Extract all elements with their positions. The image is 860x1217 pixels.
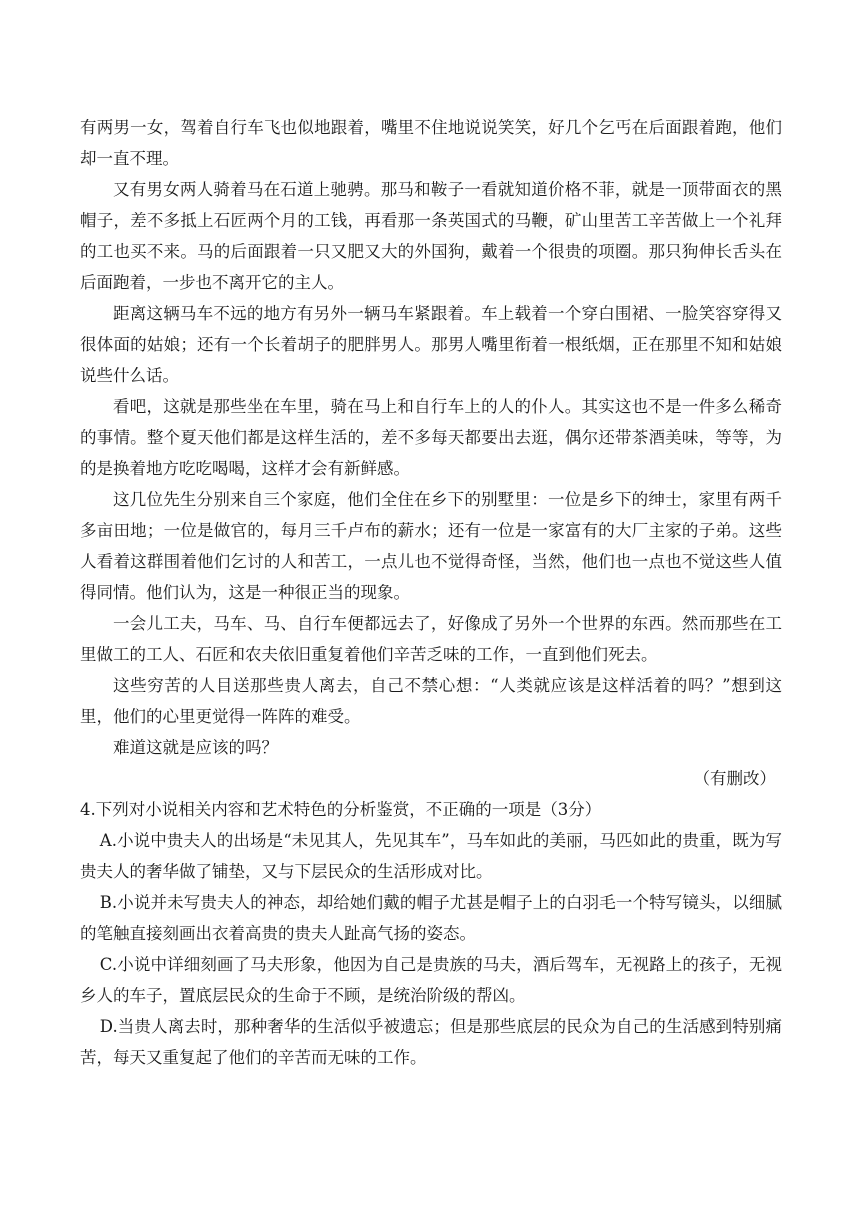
question-stem: 4.下列对小说相关内容和艺术特色的分析鉴赏，不正确的一项是（3分） <box>80 800 602 819</box>
passage-paragraph: 这几位先生分别来自三个家庭，他们全住在乡下的别墅里：一位是乡下的绅士，家里有两千多亩田地；一位是做官的，每月三千卢布的薪水；还有一位是一家富有的大厂主家的子弟。这些人看着这群围着他们乞讨的人和苦工，一点儿也不觉得奇怪，当然，他们也一点也不觉这些人值得同情。他们认为，这是一种很正当的现象。 <box>80 490 782 602</box>
question-option-a: A.小说中贵夫人的出场是“未见其人，先见其车”，马车如此的美丽，马匹如此的贵重，既为写贵夫人的奢华做了铺垫，又与下层民众的生活形成对比。 <box>80 831 782 881</box>
passage-paragraph: 一会儿工夫，马车、马、自行车便都远去了，好像成了另外一个世界的东西。然而那些在工里做工的工人、石匠和农夫依旧重复着他们辛苦乏味的工作，一直到他们死去。 <box>80 614 782 664</box>
question-option-c: C.小说中详细刻画了马夫形象，他因为自己是贵族的马夫，酒后驾车，无视路上的孩子，无视乡人的车子，置底层民众的生命于不顾，是统治阶级的帮凶。 <box>80 955 782 1005</box>
passage-paragraph: 这些穷苦的人目送那些贵人离去，自己不禁心想：“人类就应该是这样活着的吗？”想到这里，他们的心里更觉得一阵阵的难受。 <box>80 676 782 726</box>
passage-paragraph: 距离这辆马车不远的地方有另外一辆马车紧跟着。车上载着一个穿白围裙、一脸笑容穿得又很体面的姑娘；还有一个长着胡子的肥胖男人。那男人嘴里衔着一根纸烟，正在那里不知和姑娘说些什么话。 <box>80 304 782 385</box>
source-note: （有删改） <box>693 769 776 788</box>
exam-page <box>80 112 782 1073</box>
question-option-b: B.小说并未写贵夫人的神态，却给她们戴的帽子尤甚是帽子上的白羽毛一个特写镜头，以细腻的笔触直接刻画出衣着高贵的贵夫人趾高气扬的姿态。 <box>80 893 782 943</box>
question-option-d: D.当贵人离去时，那种奢华的生活似乎被遗忘；但是那些底层的民众为自己的生活感到特别痛苦，每天又重复起了他们的辛苦而无味的工作。 <box>80 1017 782 1067</box>
passage-paragraph: 有两男一女，驾着自行车飞也似地跟着，嘴里不住地说说笑笑，好几个乞丐在后面跟着跑，他们却一直不理。 <box>80 118 782 168</box>
passage-paragraph: 看吧，这就是那些坐在车里，骑在马上和自行车上的人的仆人。其实这也不是一件多么稀奇的事情。整个夏天他们都是这样生活的，差不多每天都要出去逛，偶尔还带茶酒美味，等等，为的是换着地方吃吃喝喝，这样才会有新鲜感。 <box>80 397 782 478</box>
passage-paragraph: 又有男女两人骑着马在石道上驰骋。那马和鞍子一看就知道价格不菲，就是一顶带面衣的黑帽子，差不多抵上石匠两个月的工钱，再看那一条英国式的马鞭，矿山里苦工辛苦做上一个礼拜的工也买不来。马的后面跟着一只又肥又大的外国狗，戴着一个很贵的项圈。那只狗伸长舌头在后面跑着，一步也不离开它的主人。 <box>80 180 782 292</box>
passage-paragraph: 难道这就是应该的吗？ <box>113 738 278 757</box>
